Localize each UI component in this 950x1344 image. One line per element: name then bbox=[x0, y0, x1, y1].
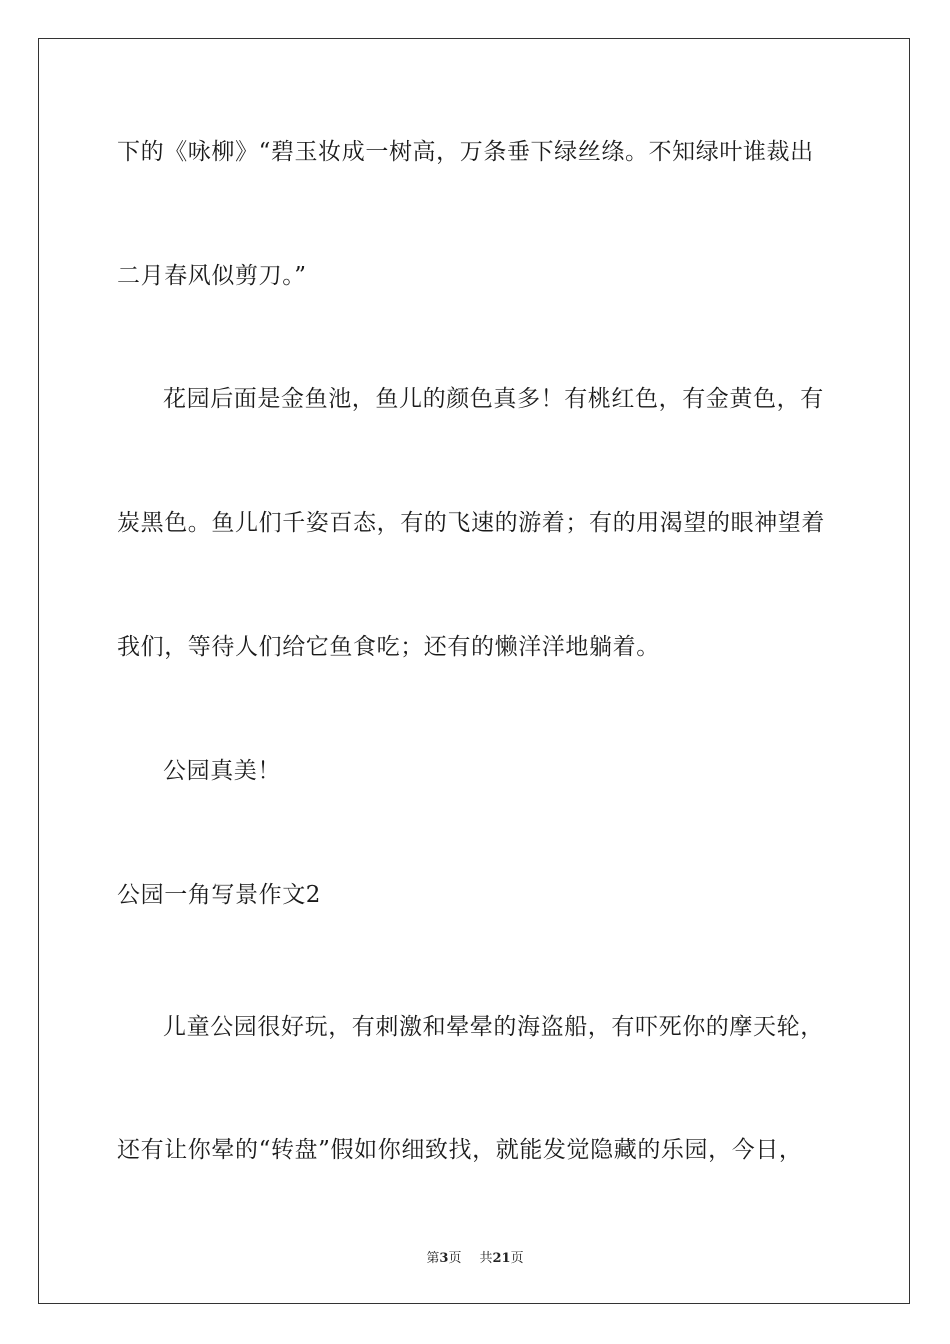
page-border bbox=[38, 38, 910, 1304]
text-line: 炭黑色。鱼儿们千姿百态，有的飞速的游着；有的用渴望的眼神望着 bbox=[117, 510, 825, 536]
text-line: 下的《咏柳》“碧玉妆成一树高，万条垂下绿丝绦。不知绿叶谁裁出 bbox=[117, 139, 814, 165]
paragraph-first-line: 儿童公园很好玩，有刺激和晕晕的海盗船，有吓死你的摩天轮， bbox=[163, 1014, 824, 1040]
text-line: 还有让你晕的“转盘”假如你细致找，就能发觉隐藏的乐园，今日， bbox=[117, 1137, 803, 1163]
paragraph-first-line: 公园真美！ bbox=[163, 758, 281, 784]
text-line: 二月春风似剪刀。” bbox=[117, 263, 307, 289]
page-label-prefix: 第 bbox=[426, 1251, 440, 1266]
text-line: 我们，等待人们给它鱼食吃；还有的懒洋洋地躺着。 bbox=[117, 634, 660, 660]
total-pages: 21 bbox=[492, 1251, 511, 1266]
page-footer bbox=[0, 1247, 950, 1266]
page-number: 3 bbox=[439, 1251, 449, 1266]
total-label-suffix: 页 bbox=[510, 1251, 524, 1266]
total-label-prefix: 共 bbox=[479, 1251, 493, 1266]
page-label-suffix: 页 bbox=[448, 1251, 462, 1266]
paragraph-first-line: 花园后面是金鱼池，鱼儿的颜色真多！有桃红色，有金黄色，有 bbox=[163, 386, 824, 412]
section-heading: 公园一角写景作文2 bbox=[117, 882, 322, 908]
